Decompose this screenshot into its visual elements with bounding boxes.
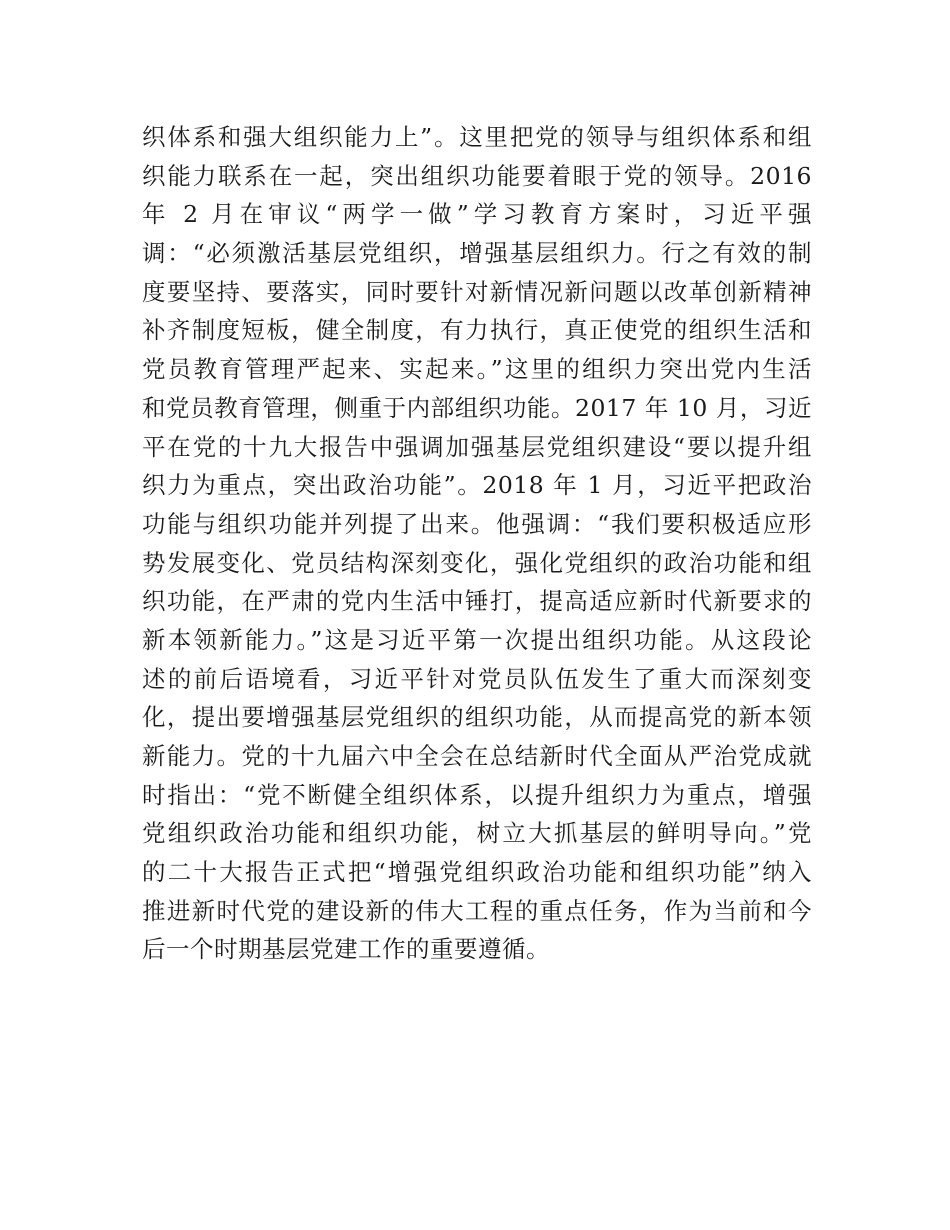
text-line: 述的前后语境看，习近平针对党员队伍发生了重大而深刻变 <box>142 664 812 693</box>
text-line: 化，提出要增强基层党组织的组织功能，从而提高党的新本领 <box>142 703 812 732</box>
text-line: 推进新时代党的建设新的伟大工程的重点任务，作为当前和今 <box>142 896 812 925</box>
text-line: 新能力。党的十九届六中全会在总结新时代全面从严治党成就 <box>142 742 812 770</box>
text-line: 势发展变化、党员结构深刻变化，强化党组织的政治功能和组 <box>142 548 812 577</box>
text-line: 织能力联系在一起，突出组织功能要着眼于党的领导。2016 <box>142 161 812 190</box>
text-line: 织力为重点，突出政治功能”。2018 年 1 月，习近平把政治 <box>142 471 812 500</box>
text-line: 年 2 月在审议“两学一做”学习教育方案时，习近平强 <box>142 200 812 229</box>
text-line: 时指出：“党不断健全组织体系，以提升组织力为重点，增强 <box>142 780 812 809</box>
text-line: 功能与组织功能并列提了出来。他强调：“我们要积极适应形 <box>142 509 812 538</box>
text-line: 补齐制度短板，健全制度，有力执行，真正使党的组织生活和 <box>142 316 812 345</box>
text-line: 平在党的十九大报告中强调加强基层党组织建设“要以提升组 <box>142 432 812 461</box>
text-line: 度要坚持、要落实，同时要针对新情况新问题以改革创新精神 <box>142 277 812 306</box>
text-line-last: 后一个时期基层党建工作的重要遵循。 <box>142 935 550 964</box>
text-line: 织功能，在严肃的党内生活中锤打，提高适应新时代新要求的 <box>142 587 812 616</box>
body-paragraph <box>142 118 812 969</box>
text-line: 调：“必须激活基层党组织，增强基层组织力。行之有效的制 <box>142 239 812 268</box>
text-line: 党组织政治功能和组织功能，树立大抓基层的鲜明导向。”党 <box>142 819 812 848</box>
text-line: 党员教育管理严起来、实起来。”这里的组织力突出党内生活 <box>142 355 812 384</box>
text-line: 新本领新能力。”这是习近平第一次提出组织功能。从这段论 <box>142 625 812 654</box>
text-line: 的二十大报告正式把“增强党组织政治功能和组织功能”纳入 <box>142 858 812 887</box>
text-line: 织体系和强大组织能力上”。这里把党的领导与组织体系和组 <box>142 123 812 151</box>
text-line: 和党员教育管理，侧重于内部组织功能。2017 年 10 月，习近 <box>142 393 812 422</box>
